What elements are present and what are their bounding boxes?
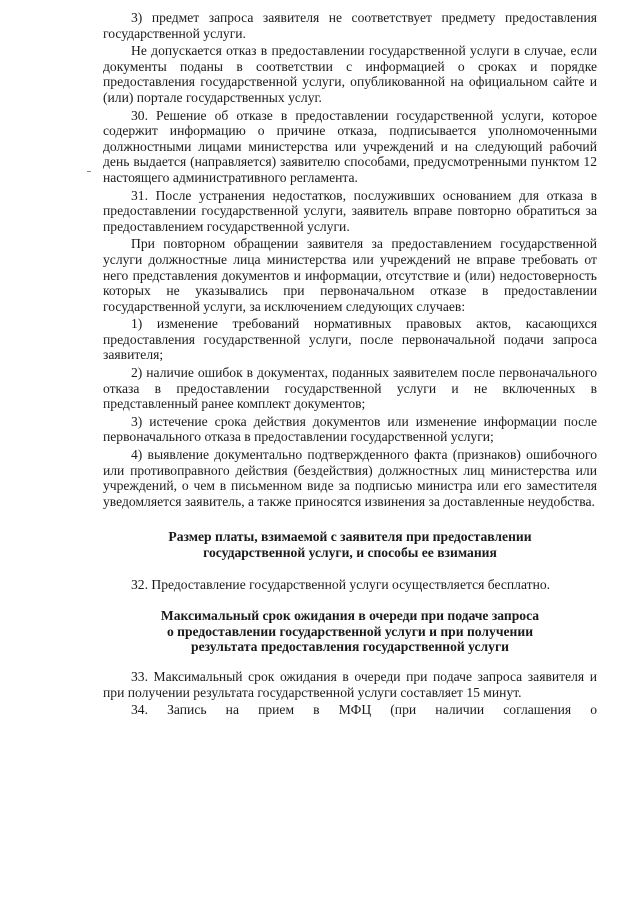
list-item-3: 3) истечение срока действия документов или изменение информации после первоначального отказа в предоставлении государственной услуги; [103, 413, 597, 445]
section-heading-queue [103, 608, 597, 655]
paragraph-32: 32. Предоставление государственной услуги осуществляется бесплатно. [131, 576, 551, 592]
document-page [103, 10, 597, 720]
section-heading-fee [103, 529, 597, 560]
paragraph-repeat-request: При повторном обращении заявителя за предоставлением государственной услуги должностные лица министерства или учреждений не вправе требовать от него представления документов и информации, отсутствие и (или) недостоверность которых не указывались при первоначальном отказе в предоставлении государственной услуги, за исключением следующих случаев: [103, 236, 597, 314]
list-item-1: 1) изменение требований нормативных правовых актов, касающихся предоставления государственной услуги, после первоначальной подачи запроса заявителя; [103, 316, 597, 363]
heading-queue-line3: результата предоставления государственной услуги [191, 639, 509, 655]
heading-fee-line2: государственной услуги, и способы ее взимания [203, 545, 497, 560]
heading-queue-line1: Максимальный срок ожидания в очереди при подаче запроса [160, 608, 540, 624]
heading-fee-line1: Размер платы, взимаемой с заявителя при предоставлении [168, 529, 532, 545]
paragraph-item-3: 3) предмет запроса заявителя не соответствует предмету предоставления государственной услуги. [103, 10, 597, 41]
paragraph-30: 30. Решение об отказе в предоставлении государственной услуги, которое содержит информацию о причине отказа, подписывается уполномоченными должностными лицами министерства или учреждений и на следующий рабочий день выдается (направляется) заявителю способами, предусмотренными пунктом 12 настоящего административного регламента. [103, 107, 597, 185]
paragraph-no-refusal: Не допускается отказ в предоставлении государственной услуги в случае, если документы поданы в соответствии с информацией о сроках и порядке предоставления государственной услуги, опубликованной на официальном сайте и (или) портале государственных услуг. [103, 43, 597, 105]
margin-mark [87, 171, 91, 172]
list-item-2: 2) наличие ошибок в документах, поданных заявителем после первоначального отказа в предоставлении государственной услуги и не включенных в представленный ранее комплект документов; [103, 365, 597, 412]
heading-queue-line2: о предоставлении государственной услуги и при получении [166, 623, 534, 639]
paragraph-33: 33. Максимальный срок ожидания в очереди при подаче запроса заявителя и при получении результата государственной услуги составляет 15 минут. [103, 668, 597, 700]
list-item-4: 4) выявление документально подтвержденного факта (признаков) ошибочного или противоправного действия (бездействия) должностных лиц министерства или учреждений, о чем в письменном виде за подписью министра или его заместителя уведомляется заявитель, а также приносятся извинения за доставленные неудобства. [103, 447, 597, 509]
paragraph-34: 34. Запись на прием в МФЦ (при наличии соглашения о [131, 702, 597, 718]
paragraph-31: 31. После устранения недостатков, послуживших основанием для отказа в предоставлении государственной услуги, заявитель вправе повторно обратиться за предоставлением государственной услуги. [103, 187, 597, 234]
